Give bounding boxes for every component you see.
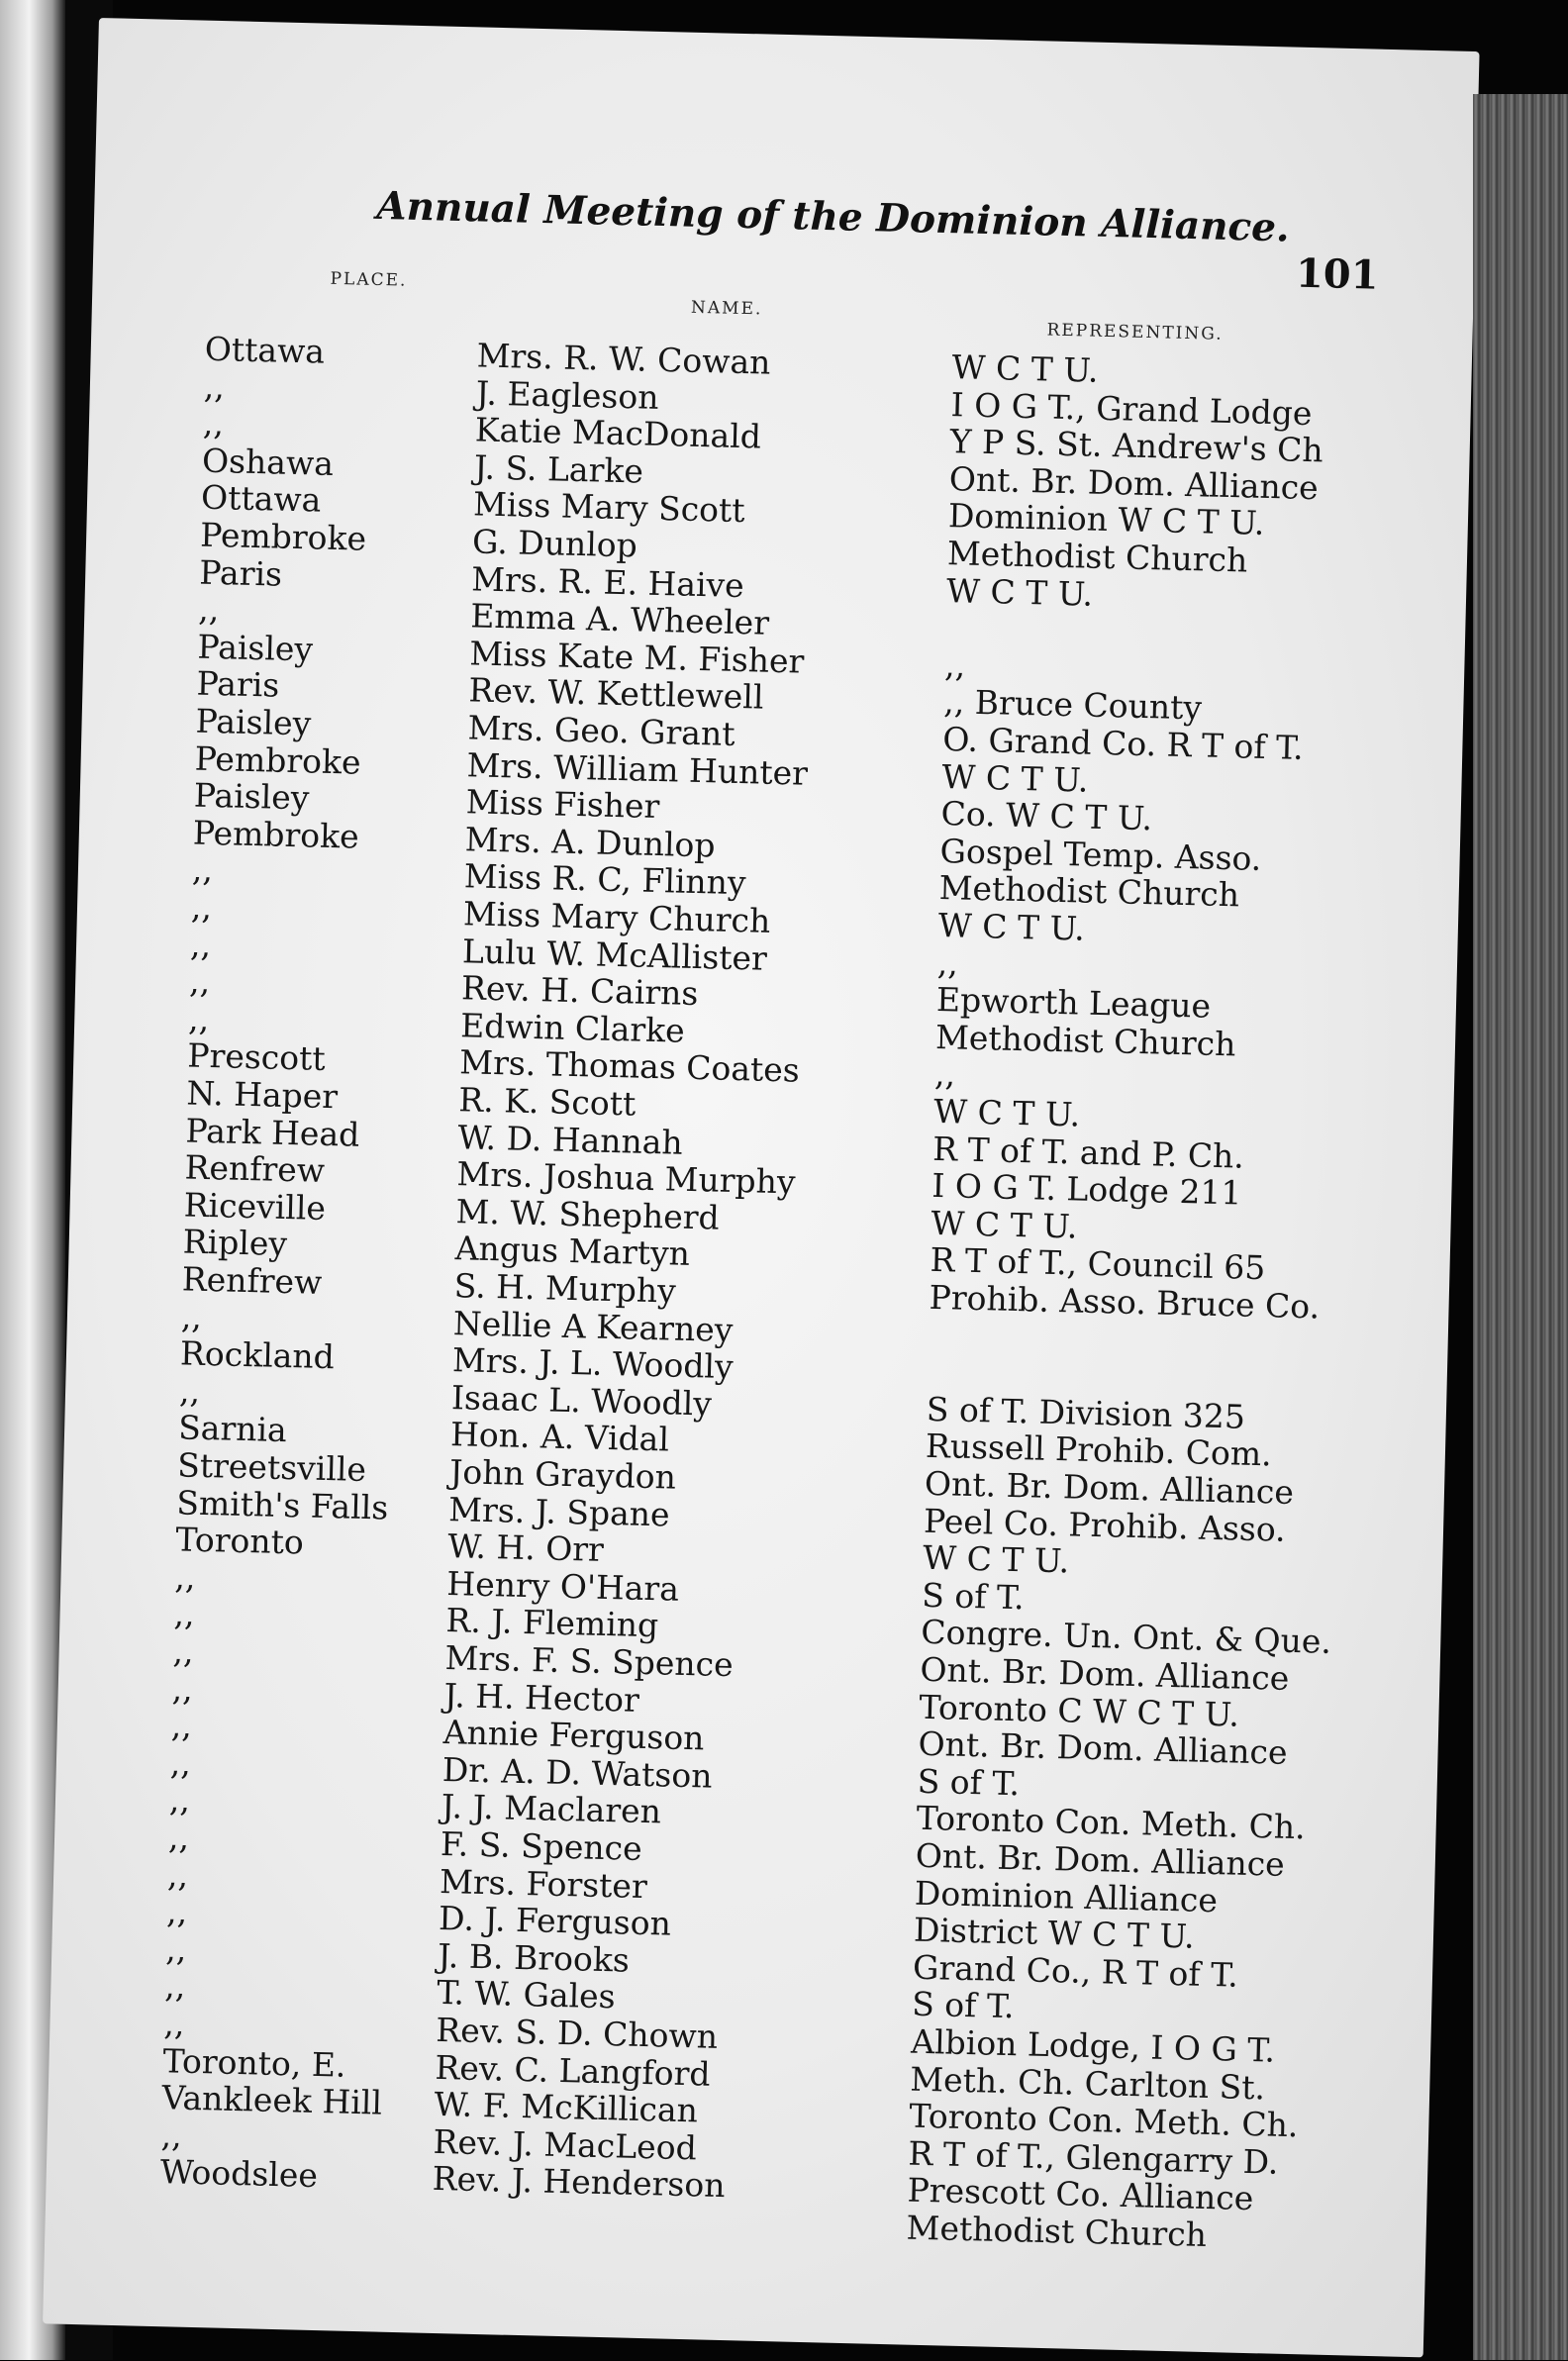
- representing-cell: Ont. Br. Dom. Alliance: [920, 1649, 1290, 1698]
- place-cell: ,,: [174, 1557, 197, 1597]
- name-cell: Annie Ferguson: [442, 1713, 705, 1758]
- representing-cell: Epworth League: [935, 980, 1212, 1026]
- name-cell: Rev. J. MacLeod: [433, 2121, 698, 2168]
- place-cell: ,,: [168, 1780, 191, 1820]
- representing-cell: Ont. Br. Dom. Alliance: [915, 1835, 1286, 1884]
- name-cell: J. B. Brooks: [437, 1935, 631, 1980]
- representing-cell: ,,: [943, 644, 966, 685]
- name-cell: Katie MacDonald: [474, 410, 762, 456]
- place-cell: ,,: [163, 2004, 185, 2043]
- representing-cell: Prescott Co. Alliance: [907, 2171, 1254, 2218]
- place-cell: Sarnia: [177, 1408, 288, 1450]
- representing-cell: S of T.: [921, 1575, 1026, 1618]
- representing-cell: I O G T., Grand Lodge: [950, 384, 1313, 433]
- name-cell: T. W. Gales: [436, 1973, 617, 2017]
- name-cell: W. F. McKillican: [434, 2085, 699, 2130]
- representing-cell: Dominion W C T U.: [947, 496, 1265, 543]
- place-cell: Pembroke: [194, 738, 362, 782]
- name-cell: Mrs. Geo. Grant: [467, 708, 735, 753]
- representing-cell: S of T.: [917, 1761, 1021, 1804]
- place-cell: Smith's Falls: [175, 1482, 389, 1527]
- name-cell: J. S. Larke: [473, 447, 644, 491]
- name-cell: Mrs. Joshua Murphy: [456, 1154, 796, 1202]
- representing-cell: Methodist Church: [938, 868, 1240, 915]
- place-cell: Rockland: [179, 1333, 336, 1377]
- name-cell: Mrs. Thomas Coates: [458, 1042, 801, 1090]
- representing-cell: Russell Prohib. Com.: [925, 1426, 1273, 1474]
- place-cell: Prescott: [186, 1035, 327, 1079]
- representing-cell: Co. W C T U.: [940, 794, 1153, 838]
- place-cell: ,,: [197, 589, 220, 630]
- representing-cell: Albion Lodge, I O G T.: [910, 2021, 1276, 2070]
- name-cell: Emma A. Wheeler: [469, 596, 770, 642]
- representing-cell: Toronto C W C T U.: [919, 1687, 1240, 1734]
- place-cell: Riceville: [183, 1185, 327, 1228]
- page-number: 101: [1295, 249, 1380, 299]
- representing-cell: Methodist Church: [946, 534, 1248, 580]
- book-fore-edge: [1473, 94, 1568, 2360]
- representing-cell: Congre. Un. Ont. & Que.: [920, 1613, 1332, 1662]
- column-header-place: PLACE.: [330, 268, 408, 291]
- column-header-representing: REPRESENTING.: [1046, 320, 1224, 344]
- name-cell: Mrs. J. L. Woodly: [451, 1340, 735, 1387]
- place-cell: ,,: [166, 1854, 189, 1895]
- representing-cell: Ont. Br. Dom. Alliance: [948, 458, 1320, 508]
- representing-cell: ,,: [936, 942, 959, 983]
- name-cell: Henry O'Hara: [445, 1563, 680, 1609]
- name-cell: R. J. Fleming: [445, 1601, 659, 1645]
- representing-cell: Ont. Br. Dom. Alliance: [918, 1723, 1288, 1773]
- name-cell: S. H. Murphy: [453, 1266, 677, 1311]
- place-cell: Paris: [196, 664, 280, 706]
- representing-cell: W C T U.: [937, 905, 1086, 948]
- representing-cell: District W C T U.: [913, 1910, 1196, 1956]
- representing-cell: S of T.: [911, 1985, 1015, 2026]
- place-cell: ,,: [180, 1297, 203, 1336]
- name-cell: Rev. H. Cairns: [460, 968, 699, 1014]
- representing-cell: Peel Co. Prohib. Asso.: [923, 1501, 1287, 1549]
- representing-cell: S of T. Division 325: [926, 1389, 1246, 1436]
- name-cell: Mrs. F. S. Spence: [444, 1638, 735, 1685]
- name-cell: R. K. Scott: [457, 1080, 637, 1124]
- representing-cell: W C T U.: [922, 1537, 1070, 1581]
- place-cell: ,,: [164, 1929, 187, 1969]
- place-cell: ,,: [188, 961, 211, 1002]
- name-cell: Nellie A Kearney: [452, 1303, 734, 1349]
- place-cell: Paisley: [195, 701, 312, 743]
- name-cell: W. D. Hannah: [457, 1117, 684, 1162]
- name-cell: Miss Mary Church: [462, 894, 771, 940]
- name-cell: J. H. Hector: [443, 1675, 640, 1720]
- name-cell: Rev. C. Langford: [435, 2047, 712, 2094]
- name-cell: W. H. Orr: [446, 1526, 605, 1570]
- representing-cell: Ont. Br. Dom. Alliance: [924, 1463, 1295, 1512]
- representing-cell: Toronto Con. Meth. Ch.: [908, 2096, 1299, 2145]
- place-cell: ,,: [169, 1743, 192, 1783]
- name-cell: Mrs. R. E. Haive: [470, 558, 745, 605]
- place-cell: ,,: [202, 403, 225, 443]
- place-cell: Paisley: [193, 775, 310, 818]
- place-cell: ,,: [203, 366, 226, 406]
- name-cell: Isaac L. Woodly: [450, 1377, 713, 1424]
- representing-cell: W C T U.: [941, 756, 1089, 800]
- representing-cell: W C T U.: [932, 1091, 1081, 1134]
- name-cell: M. W. Shepherd: [455, 1191, 721, 1237]
- representing-cell: W C T U.: [951, 347, 1099, 390]
- representing-cell: Meth. Ch. Carlton St.: [909, 2059, 1266, 2107]
- place-cell: Toronto: [174, 1520, 305, 1562]
- name-cell: Miss Kate M. Fisher: [468, 634, 805, 681]
- running-head: Annual Meeting of the Dominion Alliance.: [375, 182, 1291, 251]
- name-cell: J. J. Maclaren: [441, 1787, 662, 1831]
- place-cell: Renfrew: [181, 1259, 323, 1302]
- representing-cell: R T of T., Council 65: [930, 1240, 1266, 1288]
- place-cell: Ottawa: [200, 478, 322, 521]
- name-cell: Hon. A. Vidal: [449, 1415, 670, 1459]
- name-cell: Rev. J. Henderson: [432, 2159, 726, 2206]
- place-cell: Park Head: [185, 1111, 360, 1154]
- place-cell: Oshawa: [201, 441, 335, 483]
- place-cell: Ripley: [182, 1222, 288, 1264]
- representing-cell: Prohib. Asso. Bruce Co.: [929, 1277, 1321, 1327]
- name-cell: Mrs. Forster: [439, 1861, 648, 1906]
- place-cell: ,,: [187, 999, 210, 1038]
- place-cell: Pembroke: [192, 813, 360, 856]
- place-cell: ,,: [160, 2115, 183, 2155]
- representing-cell: Dominion Alliance: [914, 1873, 1219, 1919]
- place-cell: ,,: [189, 925, 212, 964]
- place-cell: ,,: [172, 1631, 195, 1671]
- place-cell: ,,: [165, 1892, 188, 1931]
- place-cell: Renfrew: [184, 1147, 326, 1191]
- representing-cell: Methodist Church: [934, 1017, 1236, 1064]
- place-cell: ,,: [167, 1818, 190, 1857]
- representing-cell: ,,: [933, 1054, 956, 1094]
- place-cell: Paisley: [197, 627, 314, 669]
- place-cell: ,,: [191, 849, 214, 890]
- name-cell: Edwin Clarke: [459, 1006, 686, 1050]
- place-cell: Vankleek Hill: [161, 2078, 383, 2122]
- representing-cell: Methodist Church: [906, 2208, 1208, 2255]
- place-cell: ,,: [178, 1371, 201, 1411]
- representing-cell: R T of T. and P. Ch.: [931, 1129, 1245, 1176]
- representing-cell: O. Grand Co. R T of T.: [941, 720, 1305, 767]
- place-cell: Paris: [198, 552, 283, 594]
- name-cell: Mrs. A. Dunlop: [464, 820, 717, 865]
- representing-cell: Gospel Temp. Asso.: [939, 831, 1262, 878]
- place-cell: ,,: [170, 1706, 193, 1745]
- name-cell: Mrs. J. Spane: [447, 1489, 671, 1534]
- representing-cell: R T of T., Glengarry D.: [908, 2133, 1279, 2182]
- name-cell: Mrs. William Hunter: [466, 744, 809, 793]
- place-cell: ,,: [173, 1594, 196, 1634]
- name-cell: Rev. W. Kettlewell: [468, 670, 764, 717]
- name-cell: Angus Martyn: [454, 1229, 691, 1274]
- place-cell: ,,: [163, 1966, 186, 2007]
- name-cell: Rev. S. D. Chown: [435, 2010, 719, 2056]
- representing-cell: Grand Co., R T of T.: [912, 1947, 1239, 1995]
- name-cell: D. J. Ferguson: [438, 1899, 672, 1943]
- place-cell: Streetsville: [176, 1445, 367, 1490]
- place-cell: Pembroke: [199, 515, 367, 558]
- name-cell: Miss Fisher: [465, 782, 660, 827]
- representing-cell: W C T U.: [945, 570, 1094, 614]
- representing-cell: I O G T. Lodge 211: [931, 1166, 1242, 1213]
- representing-cell: Y P S. St. Andrew's Ch: [949, 422, 1324, 470]
- place-cell: Ottawa: [204, 329, 326, 371]
- name-cell: Dr. A. D. Watson: [441, 1749, 713, 1796]
- column-header-name: NAME.: [690, 297, 763, 320]
- place-cell: ,,: [171, 1668, 194, 1709]
- name-cell: Lulu W. McAllister: [461, 931, 768, 978]
- place-cell: ,,: [190, 887, 213, 928]
- name-cell: Miss R. C, Flinny: [463, 856, 747, 903]
- name-cell: J. Eagleson: [475, 373, 659, 417]
- representing-cell: Toronto Con. Meth. Ch.: [916, 1799, 1307, 1847]
- name-cell: Mrs. R. W. Cowan: [476, 336, 771, 382]
- name-cell: F. S. Spence: [440, 1823, 643, 1868]
- place-cell: Toronto, E.: [162, 2040, 346, 2085]
- book-page: [43, 18, 1480, 2357]
- name-cell: Miss Mary Scott: [472, 484, 746, 531]
- name-cell: John Graydon: [448, 1452, 677, 1497]
- place-cell: N. Haper: [186, 1073, 339, 1117]
- place-cell: Woodslee: [159, 2152, 319, 2196]
- name-cell: G. Dunlop: [471, 522, 638, 565]
- representing-cell: W C T U.: [931, 1203, 1078, 1246]
- representing-cell: ,, Bruce County: [942, 682, 1203, 728]
